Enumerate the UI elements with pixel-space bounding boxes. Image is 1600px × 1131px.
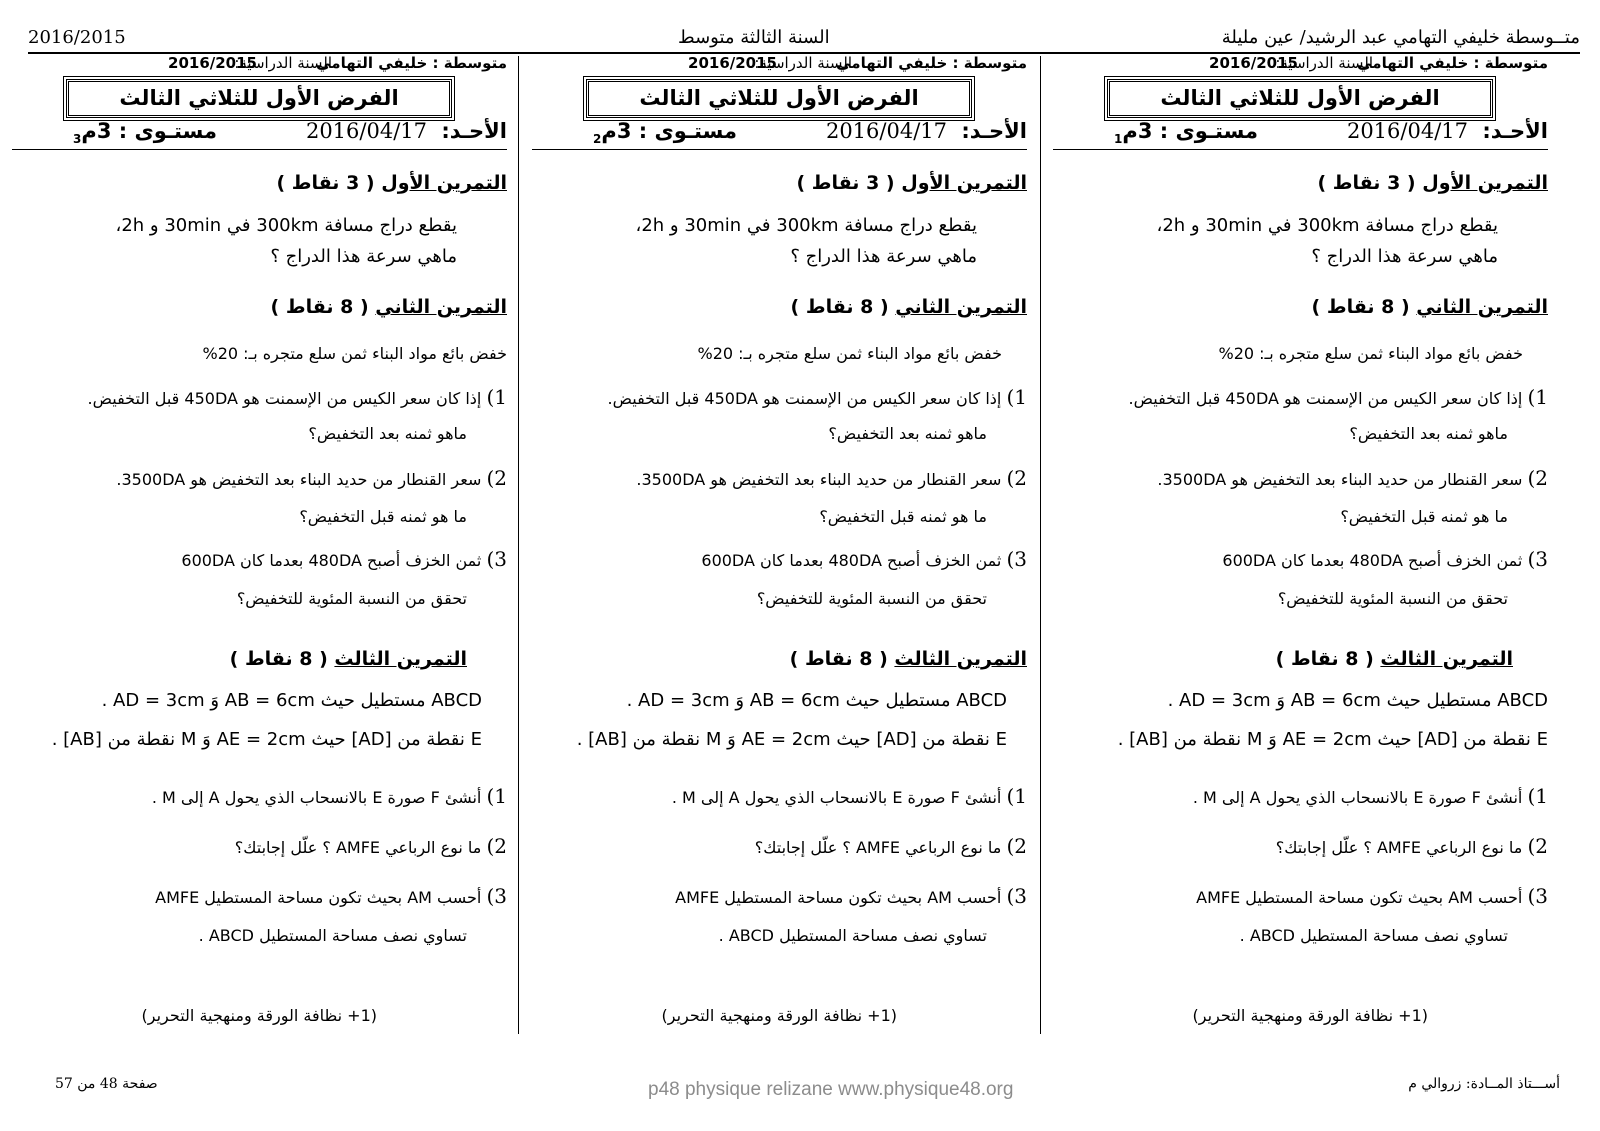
exercise-3-question-3b: تساوي نصف مساحة المستطيل ABCD .	[198, 926, 467, 945]
sheet-header-rule	[1053, 149, 1548, 150]
exercise-3-line-2: E نقطة من [AD] حيث AE = 2cm وَ M نقطة من [AB] .	[576, 729, 1007, 750]
exercise-3-question-3: 3) أحسب AM بحيث تكون مساحة المستطيل AMFE	[1196, 884, 1548, 908]
exercise-2-question-3: 3) ثمن الخزف أصبح 480DA بعدما كان 600DA	[701, 547, 1027, 571]
exercise-1-title: التمرين الأول ( 3 نقاط )	[1317, 172, 1548, 194]
sheet-date: 2016/04/17	[825, 119, 947, 143]
sheet-date: 2016/04/17	[1346, 119, 1468, 143]
teacher-name: أســـتاذ المــادة: زروالي م	[1408, 1076, 1560, 1092]
exercise-3-title: التمرين الثالث ( 8 نقاط )	[1275, 648, 1513, 670]
exercise-3-line-2: E نقطة من [AD] حيث AE = 2cm وَ M نقطة من [AB] .	[1117, 729, 1548, 750]
exercise-2-question-3: 3) ثمن الخزف أصبح 480DA بعدما كان 600DA	[1222, 547, 1548, 571]
sheet-title: الفرض الأول للثلاثي الثالث	[1107, 79, 1493, 118]
sheet-school: متوسطة : خليفي التهامي	[316, 54, 507, 72]
sheet-school: متوسطة : خليفي التهامي	[1357, 54, 1548, 72]
site-watermark: p48 physique relizane www.physique48.org	[648, 1079, 1014, 1100]
sheet-year-label: السنة الدراسية:	[1275, 54, 1373, 72]
sheet-date: 2016/04/17	[305, 119, 427, 143]
exercise-3-question-3b: تساوي نصف مساحة المستطيل ABCD .	[1239, 926, 1508, 945]
sheet-year: 2016/2015	[168, 54, 257, 72]
bonus-note: (1+ نظافة الورقة ومنهجية التحرير)	[1192, 1006, 1428, 1025]
exercise-2-question-1b: ماهو ثمنه بعد التخفيض؟	[1349, 424, 1508, 443]
bonus-note: (1+ نظافة الورقة ومنهجية التحرير)	[661, 1006, 897, 1025]
sheet-1	[1053, 52, 1548, 1037]
sheet-year: 2016/2015	[1209, 54, 1298, 72]
sheet-level: مستـوى : 3م$_1$	[1114, 119, 1258, 147]
exercise-2-question-2b: ما هو ثمنه قبل التخفيض؟	[1340, 507, 1508, 526]
exercise-2-question-1: 1) إذا كان سعر الكيس من الإسمنت هو 450DA قبل التخفيض.	[87, 385, 507, 409]
exercise-3-question-1: 1) أنشئ F صورة E بالانسحاب الذي يحول A إلى M .	[1192, 784, 1548, 808]
sheet-day: الأحـد:	[441, 119, 507, 143]
sheet-school: متوسطة : خليفي التهامي	[836, 54, 1027, 72]
exercise-2-question-2: 2) سعر القنطار من حديد البناء بعد التخفيض هو 3500DA.	[116, 466, 507, 490]
bonus-note: (1+ نظافة الورقة ومنهجية التحرير)	[141, 1006, 377, 1025]
exercise-1-line-2: ماهي سرعة هذا الدراج ؟	[270, 246, 457, 267]
column-divider	[1040, 56, 1041, 1034]
exercise-3-title: التمرين الثالث ( 8 نقاط )	[229, 648, 467, 670]
exercise-2-question-1: 1) إذا كان سعر الكيس من الإسمنت هو 450DA قبل التخفيض.	[607, 385, 1027, 409]
exercise-2-intro: خفض بائع مواد البناء ثمن سلع متجره بـ: 20%	[697, 344, 1002, 363]
exercise-3-question-3b: تساوي نصف مساحة المستطيل ABCD .	[718, 926, 987, 945]
sheet-year: 2016/2015	[688, 54, 777, 72]
exercise-2-title: التمرين الثاني ( 8 نقاط )	[790, 296, 1027, 318]
exercise-3-question-2: 2) ما نوع الرباعي AMFE ؟ علّل إجابتك؟	[234, 834, 507, 858]
exercise-3-line-1: ABCD مستطيل حيث AB = 6cm وَ AD = 3cm .	[626, 690, 1007, 711]
exercise-2-question-3b: تحقق من النسبة المئوية للتخفيض؟	[236, 589, 467, 608]
exercise-1-line-2: ماهي سرعة هذا الدراج ؟	[790, 246, 977, 267]
exercise-2-question-2b: ما هو ثمنه قبل التخفيض؟	[299, 507, 467, 526]
sheet-3	[12, 52, 507, 1037]
exercise-2-question-1: 1) إذا كان سعر الكيس من الإسمنت هو 450DA قبل التخفيض.	[1128, 385, 1548, 409]
sheet-header-rule	[532, 149, 1027, 150]
top-school: متــوسطة خليفي التهامي عبد الرشيد/ عين مليلة	[1221, 27, 1580, 48]
exercise-3-title: التمرين الثالث ( 8 نقاط )	[789, 648, 1027, 670]
exercise-3-line-2: E نقطة من [AD] حيث AE = 2cm وَ M نقطة من [AB] .	[51, 729, 482, 750]
exercise-1-title: التمرين الأول ( 3 نقاط )	[276, 172, 507, 194]
exercise-2-question-2b: ما هو ثمنه قبل التخفيض؟	[819, 507, 987, 526]
exercise-2-question-2: 2) سعر القنطار من حديد البناء بعد التخفيض هو 3500DA.	[1157, 466, 1548, 490]
sheet-day: الأحـد:	[961, 119, 1027, 143]
exercise-2-question-1b: ماهو ثمنه بعد التخفيض؟	[828, 424, 987, 443]
sheet-header-rule	[12, 149, 507, 150]
exercise-3-question-2: 2) ما نوع الرباعي AMFE ؟ علّل إجابتك؟	[1275, 834, 1548, 858]
sheet-level: مستـوى : 3م$_3$	[73, 119, 217, 147]
exercise-3-question-1: 1) أنشئ F صورة E بالانسحاب الذي يحول A إلى M .	[151, 784, 507, 808]
exercise-3-question-3: 3) أحسب AM بحيث تكون مساحة المستطيل AMFE	[675, 884, 1027, 908]
column-divider	[518, 56, 519, 1034]
exercise-2-title: التمرين الثاني ( 8 نقاط )	[270, 296, 507, 318]
sheet-2	[532, 52, 1027, 1037]
page-number: صفحة 48 من 57	[55, 1076, 158, 1092]
sheet-day: الأحـد:	[1482, 119, 1548, 143]
top-grade: السنة الثالثة متوسط	[678, 27, 830, 48]
exercise-3-line-1: ABCD مستطيل حيث AB = 6cm وَ AD = 3cm .	[101, 690, 482, 711]
exercise-1-title: التمرين الأول ( 3 نقاط )	[796, 172, 1027, 194]
sheet-year-label: السنة الدراسية:	[754, 54, 852, 72]
exercise-2-question-2: 2) سعر القنطار من حديد البناء بعد التخفيض هو 3500DA.	[636, 466, 1027, 490]
exercise-2-title: التمرين الثاني ( 8 نقاط )	[1311, 296, 1548, 318]
sheet-year-label: السنة الدراسية:	[234, 54, 332, 72]
exercise-3-question-2: 2) ما نوع الرباعي AMFE ؟ علّل إجابتك؟	[754, 834, 1027, 858]
exercise-2-question-3b: تحقق من النسبة المئوية للتخفيض؟	[1277, 589, 1508, 608]
exercise-2-question-3b: تحقق من النسبة المئوية للتخفيض؟	[756, 589, 987, 608]
sheet-title: الفرض الأول للثلاثي الثالث	[66, 79, 452, 118]
top-year: 2016/2015	[28, 27, 126, 48]
sheet-title: الفرض الأول للثلاثي الثالث	[586, 79, 972, 118]
sheet-level: مستـوى : 3م$_2$	[593, 119, 737, 147]
exercise-3-question-3: 3) أحسب AM بحيث تكون مساحة المستطيل AMFE	[155, 884, 507, 908]
exercise-2-intro: خفض بائع مواد البناء ثمن سلع متجره بـ: 20%	[202, 344, 507, 363]
exercise-1-line-1: يقطع دراج مسافة 300km في 30min و 2h،	[115, 215, 457, 236]
exercise-3-question-1: 1) أنشئ F صورة E بالانسحاب الذي يحول A إلى M .	[671, 784, 1027, 808]
exercise-1-line-2: ماهي سرعة هذا الدراج ؟	[1311, 246, 1498, 267]
exercise-2-intro: خفض بائع مواد البناء ثمن سلع متجره بـ: 20%	[1218, 344, 1523, 363]
exercise-2-question-1b: ماهو ثمنه بعد التخفيض؟	[308, 424, 467, 443]
exercise-1-line-1: يقطع دراج مسافة 300km في 30min و 2h،	[635, 215, 977, 236]
exercise-1-line-1: يقطع دراج مسافة 300km في 30min و 2h،	[1156, 215, 1498, 236]
exercise-2-question-3: 3) ثمن الخزف أصبح 480DA بعدما كان 600DA	[181, 547, 507, 571]
exercise-3-line-1: ABCD مستطيل حيث AB = 6cm وَ AD = 3cm .	[1167, 690, 1548, 711]
